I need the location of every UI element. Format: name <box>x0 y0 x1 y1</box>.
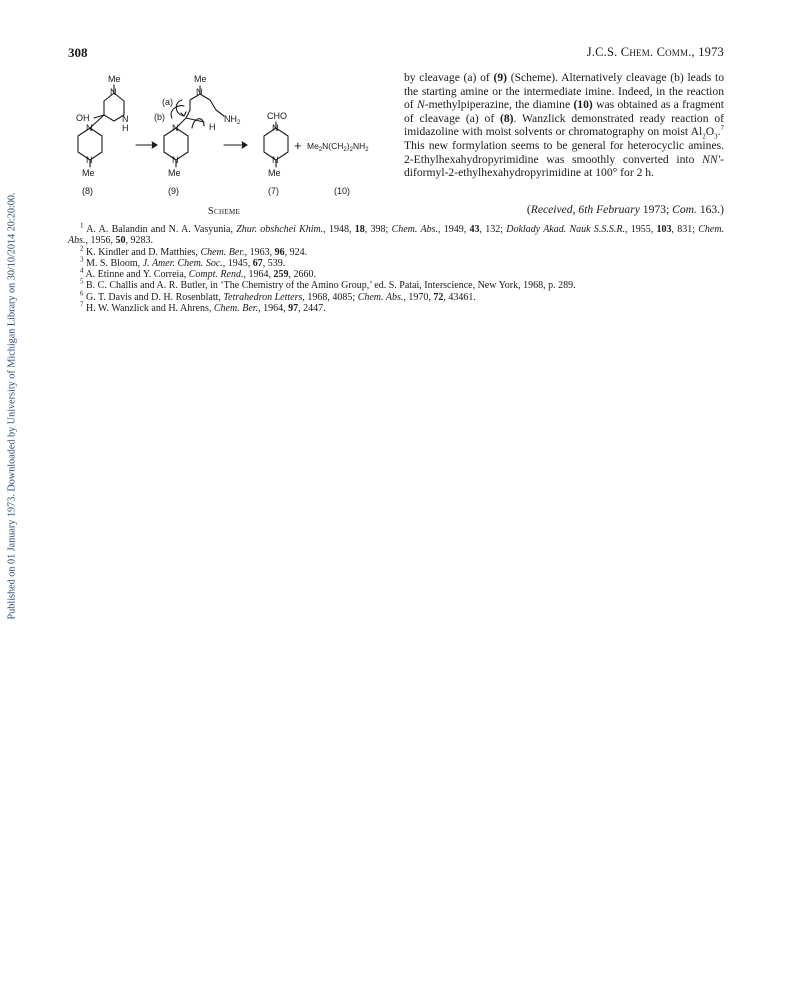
reference-text: M. S. Bloom, <box>83 257 143 269</box>
page-number: 308 <box>68 45 88 60</box>
reference-text: , 1956, <box>85 235 116 247</box>
reference-text: , 1963, <box>244 246 275 258</box>
reference-item <box>68 244 724 258</box>
reference-text: , 2447. <box>298 303 326 315</box>
reference-text: Tetrahedron Letters <box>223 291 303 303</box>
label-9-n-bottom: N <box>172 155 179 165</box>
reference-text: 67 <box>252 257 263 269</box>
compound-number-7: (7) <box>268 186 279 196</box>
reference-text: 18 <box>354 224 365 235</box>
reference-number: 2 <box>80 244 84 253</box>
reference-text: Compt. Rend. <box>188 269 244 281</box>
label-8-n-top: N <box>110 87 117 97</box>
reference-item <box>68 289 724 303</box>
label-7-me-bottom: Me <box>268 168 281 178</box>
label-8-me-top: Me <box>108 74 121 84</box>
label-8-h: H <box>122 123 129 133</box>
label-9-cleavage-a: (a) <box>162 97 173 107</box>
journal-name: Chem. Comm. <box>620 45 692 59</box>
reference-text: K. Kindler and D. Matthies, <box>83 246 201 258</box>
label-9-nh2: $NH_2$ <box>224 114 241 126</box>
reference-text: Chem. Abs. <box>357 291 404 303</box>
compound-number-8: (8) <box>82 186 93 196</box>
label-7-cho: CHO <box>267 111 287 121</box>
label-8-nh: N <box>122 114 129 124</box>
label-9-cleavage-b: (b) <box>154 112 165 122</box>
compound-number-9: (9) <box>168 186 179 196</box>
reference-text: 259 <box>273 269 289 281</box>
scheme-caption: Scheme <box>207 206 241 217</box>
reference-text: H. W. Wanzlick and H. Ahrens, <box>83 303 214 315</box>
reference-text: , 539. <box>262 257 286 269</box>
journal-year: , 1973 <box>691 45 724 59</box>
reference-number: 3 <box>80 255 84 264</box>
reference-text: , 1945, <box>222 257 253 269</box>
journal-prefix: J.C.S. <box>586 45 621 59</box>
reference-text: A. A. Balandin and N. A. Vasyunia, <box>83 224 237 235</box>
reference-text: Chem. Ber. <box>213 303 259 315</box>
journal-header <box>587 45 724 60</box>
reference-item <box>68 300 724 315</box>
reference-text: 103 <box>656 224 672 235</box>
reference-text: 72 <box>433 291 444 303</box>
reference-text: G. T. Davis and D. H. Rosenblatt, <box>83 291 224 303</box>
reference-text: , 43461. <box>443 291 476 303</box>
label-8-n-mid: N <box>86 123 93 133</box>
reference-number: 1 <box>80 221 84 230</box>
reference-text: 97 <box>288 303 299 315</box>
reference-text: J. Amer. Chem. Soc. <box>142 257 223 269</box>
reference-text: 50 <box>115 235 126 247</box>
reference-number: 7 <box>80 300 84 309</box>
label-9-me-bottom: Me <box>168 168 181 178</box>
reference-list <box>68 221 725 315</box>
reference-item <box>68 266 724 281</box>
label-diamine: $Me_2N(CH_2)_2NH_2$ <box>307 141 369 153</box>
reference-number: 4 <box>80 266 84 275</box>
reference-text: Chem. Abs. <box>68 224 725 247</box>
reference-text: , 1949, <box>437 224 470 235</box>
reaction-scheme <box>64 70 384 220</box>
reference-text: Chem. Abs. <box>391 224 438 235</box>
arrow-1 <box>136 142 157 148</box>
reference-text: , 1964, <box>243 269 274 281</box>
reference-text: , 132; <box>479 224 507 235</box>
label-9-n-top: N <box>196 87 203 97</box>
label-8-oh: OH <box>76 113 90 123</box>
reference-text: Chem. Ber. <box>200 246 245 258</box>
reference-item <box>68 280 724 291</box>
reference-text: Doklady Akad. Nauk S.S.S.R. <box>506 224 625 235</box>
reference-item <box>68 255 724 269</box>
reference-number: 6 <box>80 289 84 298</box>
label-8-me-bottom: Me <box>82 168 95 178</box>
label-plus: + <box>294 138 302 153</box>
reference-text: , 398; <box>364 224 392 235</box>
reference-text: 96 <box>274 246 285 258</box>
label-9-n-mid: N <box>172 123 179 133</box>
label-9-h: H <box>209 122 216 132</box>
reference-text: , 9283. <box>125 235 153 247</box>
label-8-n-bottom: N <box>86 155 93 165</box>
reference-number: 5 <box>80 278 84 287</box>
download-watermark <box>3 186 21 626</box>
reference-text: 43 <box>469 224 480 235</box>
reference-text: , 924. <box>284 246 308 258</box>
reaction-scheme-drawing <box>64 70 384 220</box>
download-watermark-text: Published on 01 January 1973. Downloaded by University of Michigan Library on 30/10/2014 20:20:00. <box>6 192 18 620</box>
compound-number-10: (10) <box>334 186 351 196</box>
body-paragraph: by cleavage (a) of (9) (Scheme). Alternatively cleavage (b) leads to the starting amine or the intermediate imine. Indeed, in the reaction of N-methylpiperazine, the diamine (10) was obtained as a fragment of cleavage (a) of (8). Wanzlick demonstrated ready reaction of imidazoline with moist solvents or chromatography on moist $Al_2O_3.^7$ This new formylation seems to be general for heterocyclic amines. 2-Ethylhexahydropyrimidine was smoothly converted into NN′-diformyl-2-ethylhexahydropyrimidine at 100° for 2 h. <box>404 71 724 180</box>
compound-8-structure <box>78 85 124 167</box>
reference-text: B. C. Challis and A. R. Butler, in ‘The Chemistry of the Amino Group,’ ed. S. Patai, Interscience, New York, 1968, p. 289. <box>83 280 576 292</box>
reference-item <box>68 221 725 247</box>
reference-text: , 2660. <box>288 269 316 281</box>
label-9-me-top: Me <box>194 74 207 84</box>
label-7-n-bottom: N <box>272 155 279 165</box>
reference-text: , 1948, <box>323 224 355 235</box>
reference-text: , 831; <box>671 224 699 235</box>
reference-text: , 1964, <box>258 303 289 315</box>
reference-text: A. Etinne and Y. Correia, <box>83 269 189 281</box>
reference-text: , 1955, <box>624 224 657 235</box>
reference-text: , 1970, <box>403 291 434 303</box>
reference-text: Zhur. obshchei Khim. <box>236 224 324 235</box>
received-line: (Received, 6th February 1973; Com. 163.) <box>526 203 724 216</box>
arrow-2 <box>224 142 247 148</box>
label-7-n-top: N <box>272 123 279 133</box>
reference-text: , 1968, 4085; <box>302 291 358 303</box>
